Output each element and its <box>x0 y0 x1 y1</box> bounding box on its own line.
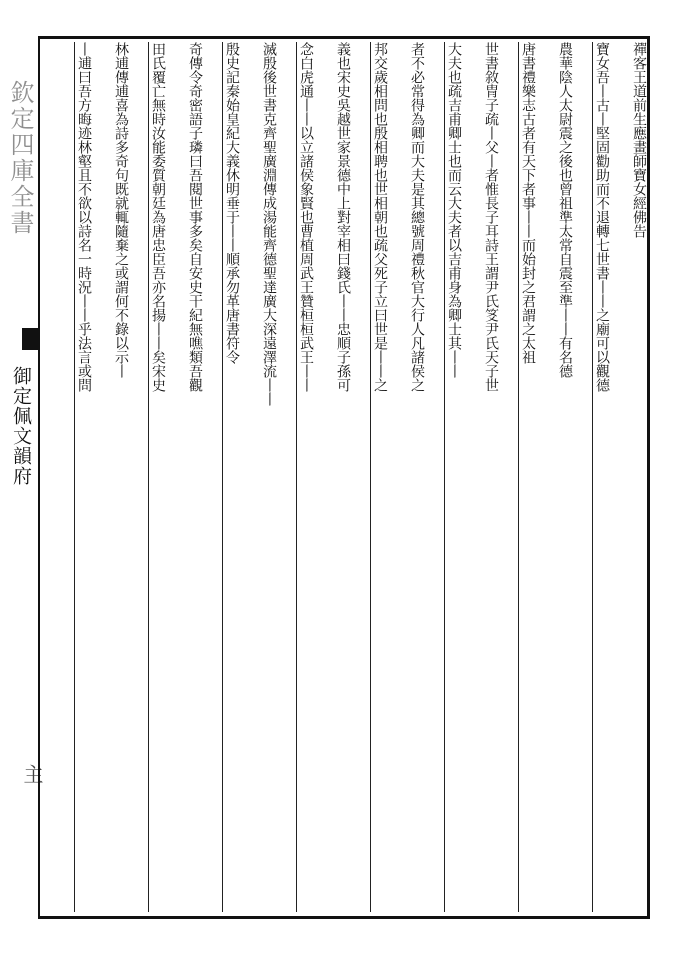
bottom-border <box>38 916 650 919</box>
top-border <box>38 36 650 39</box>
text-column: 滅殷後世書克齊聖廣淵傳成湯能齊德聖達廣大深遠澤流丨丨 <box>261 42 277 406</box>
text-column: 農華陰人太尉震之後也曾祖準太常自震至準丨丨有名德 <box>557 42 573 378</box>
center-margin <box>0 36 44 919</box>
text-body <box>42 42 646 912</box>
text-column: 殷史記秦始皇紀大義休明垂于丨丨順承勿革唐書符令 <box>224 42 240 364</box>
page-number: 主 <box>20 764 44 784</box>
text-column: 大夫也疏吉甫卿士也而云大夫者以吉甫身為卿士其丨丨 <box>446 42 462 378</box>
text-column: 念白虎通丨丨以立諸侯象賢也曹植周武王贊桓桓武王丨丨 <box>298 42 314 392</box>
text-column: 唐書禮樂志古者有天下者事丨丨而始封之君謂之太祖 <box>520 42 536 364</box>
text-column: 林逋傳逋喜為詩多奇句既就輒隨棄之或謂何不錄以示丨 <box>113 42 129 378</box>
text-column: 丨逋曰吾方晦迹林壑且不欲以詩名一時況丨丨乎法言或問 <box>76 42 92 392</box>
text-column: 義也宋史吳越世家景德中上對宰相曰錢氏丨丨忠順子孫可 <box>335 42 351 392</box>
text-column: 寶女吾丨古丨堅固勸助而不退轉七世書丨丨之廟可以觀德 <box>594 42 610 392</box>
volume-title: 御定佩文韻府 <box>10 366 32 486</box>
text-column: 世書敘冑子疏丨父丨者惟長子耳詩王謂尹氏笅尹氏天子世 <box>483 42 499 392</box>
right-border <box>647 36 650 919</box>
text-column: 田氏覆亡無時汝能委質朝廷為唐忠臣吾亦名揚丨丨矣宋史 <box>150 42 166 392</box>
text-column: 禪客王道前生應畫師寶女經佛告 <box>631 42 647 238</box>
text-column: 奇傳令奇密語子璘曰吾閱世事多矣自安史干紀無噍類吾觀 <box>187 42 203 392</box>
book-title: 欽定四庫全書 <box>6 80 34 236</box>
left-border <box>38 36 40 919</box>
text-column: 者不必常得為卿而大夫是其總號周禮秋官大行人凡諸侯之 <box>409 42 425 392</box>
fishtail-mark <box>22 328 38 350</box>
text-column: 邦交歲相問也殷相聘也世相朝也疏父死子立曰世是丨丨之 <box>372 42 388 392</box>
